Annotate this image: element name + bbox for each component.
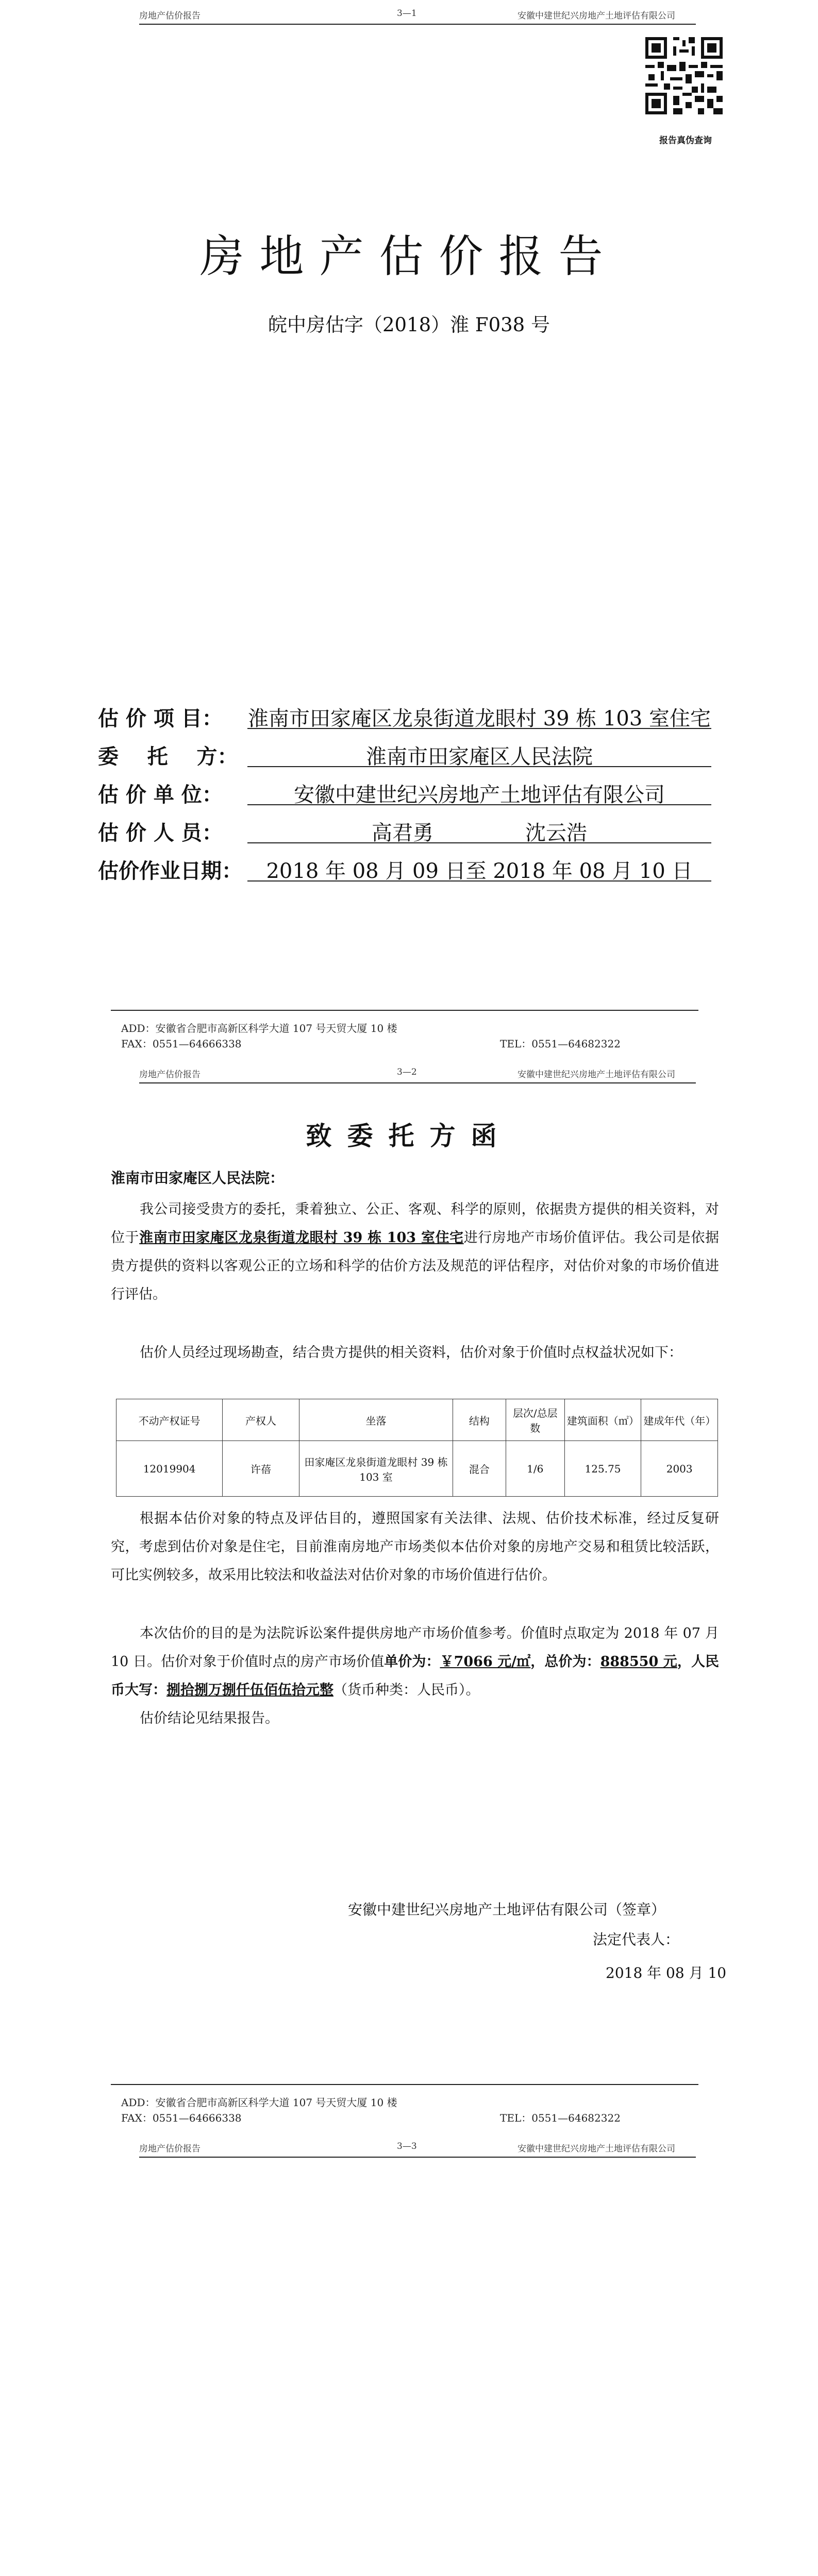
page-header (139, 3, 696, 25)
footer-address: ADD：安徽省合肥市高新区科学大道 107 号天贸大厦 10 楼 (121, 2096, 397, 2109)
footer-tel: TEL：0551—64682322 (500, 1038, 621, 1050)
page-header (139, 1062, 696, 1083)
table-header: 结构 (453, 1399, 506, 1441)
signature-representative: 法定代表人： (593, 1931, 680, 1948)
p1-property: 淮南市田家庵区龙泉街道龙眼村 39 栋 103 室住宅 (139, 1230, 464, 1246)
table-cell: 125.75 (564, 1441, 641, 1497)
field-value: 安徽中建世纪兴房地产土地评估有限公司 (247, 778, 711, 805)
header-right: 安徽中建世纪兴房地产土地评估有限公司 (517, 11, 675, 21)
field-work-date (98, 855, 716, 882)
header-left: 房地产估价报告 (139, 1070, 201, 1080)
signature-date: 2018 年 08 月 10 (606, 1964, 727, 1981)
table-header: 产权人 (223, 1399, 299, 1441)
header-right: 安徽中建世纪兴房地产土地评估有限公司 (517, 2144, 675, 2154)
qr-code-icon[interactable] (645, 37, 723, 114)
table-cell: 2003 (641, 1441, 718, 1497)
table-cell: 混合 (453, 1441, 506, 1497)
letter-paragraph-5: 估价结论见结果报告。 (140, 1710, 279, 1726)
table-header: 不动产权证号 (116, 1399, 223, 1441)
field-label: 估 价 项 目： (98, 706, 223, 731)
p1-text-a: 我公司接受贵方的委托，秉着独立、公正、客观、科学的原则，依据贵方提供的相关资料，对位于 (111, 1201, 719, 1246)
table-header: 坐落 (299, 1399, 453, 1441)
field-label: 估 价 单 位： (98, 783, 223, 807)
field-appraisers (98, 817, 716, 843)
page-header (139, 2136, 696, 2158)
page-footer (111, 1010, 698, 1052)
table-header-row (116, 1399, 718, 1441)
footer-fax: FAX：0551—64666338 (121, 2112, 242, 2124)
table-cell: 1/6 (506, 1441, 564, 1497)
footer-address: ADD：安徽省合肥市高新区科学大道 107 号天贸大厦 10 楼 (121, 1022, 397, 1035)
header-page-number: 3—3 (397, 2141, 417, 2151)
header-page-number: 3—1 (397, 8, 417, 19)
qr-caption: 报告真伪查询 (659, 135, 712, 146)
p4-tail: （货币种类：人民币）。 (333, 1682, 480, 1698)
letter-paragraph-4 (111, 1619, 719, 1704)
field-label: 委 托 方： (98, 744, 238, 769)
field-value: 淮南市田家庵区人民法院 (247, 740, 711, 767)
p4-unit-price: ￥7066 元/㎡ (440, 1654, 531, 1670)
field-value: 2018 年 08 月 09 日至 2018 年 08 月 10 日 (247, 855, 711, 882)
p4-total-price: 888550 元 (600, 1654, 677, 1670)
field-appraiser-company (98, 778, 716, 805)
p1-text-c: 进行房地产市场价值评估。我公司是依据贵方提供的资料以客观公正的立场和科学的估价方法及规范的评估程序，对估价对象的市场价值进行评估。 (111, 1230, 720, 1302)
p4-text: 本次估价的目的是为法院诉讼案件提供房地产市场价值参考。价值时点取定为 2018 年 07 月 10 日。估价对象于价值时点的房产市场价值 (111, 1625, 719, 1670)
table-row (116, 1441, 718, 1497)
field-value: 淮南市田家庵区龙泉街道龙眼村 39 栋 103 室住宅 (247, 702, 711, 729)
p4-unit-label: 单价为： (384, 1654, 440, 1670)
header-left: 房地产估价报告 (139, 2144, 201, 2154)
footer-fax: FAX：0551—64666338 (121, 1038, 242, 1050)
letter-addressee: 淮南市田家庵区人民法院： (111, 1170, 285, 1187)
header-page-number: 3—2 (397, 1067, 417, 1077)
letter-title: 致委托方函 (306, 1121, 512, 1151)
property-table (116, 1399, 718, 1497)
table-header: 层次/总层数 (506, 1399, 564, 1441)
table-cell: 田家庵区龙泉街道龙眼村 39 栋 103 室 (299, 1441, 453, 1497)
table-header: 建成年代（年） (641, 1399, 718, 1441)
page-3 (0, 2133, 818, 2576)
table-header: 建筑面积（㎡） (564, 1399, 641, 1441)
header-right: 安徽中建世纪兴房地产土地评估有限公司 (517, 1070, 675, 1080)
field-client (98, 740, 716, 767)
header-left: 房地产估价报告 (139, 11, 201, 21)
page-1 (0, 0, 818, 1066)
page-footer (111, 2084, 698, 2126)
field-value: 高君勇 沈云浩 (247, 817, 711, 843)
table-cell: 12019904 (116, 1441, 223, 1497)
p4-total-label: ，总价为： (530, 1654, 600, 1670)
field-project (98, 702, 716, 729)
field-label: 估 价 人 员： (98, 821, 223, 845)
letter-paragraph-1 (111, 1195, 719, 1309)
field-label: 估价作业日期： (98, 859, 242, 883)
footer-tel: TEL：0551—64682322 (500, 2112, 621, 2124)
signature-company: 安徽中建世纪兴房地产土地评估有限公司（签章） (348, 1901, 666, 1918)
letter-paragraph-3: 根据本估价对象的特点及评估目的，遵照国家有关法律、法规、估价技术标准，经过反复研究，考虑到估价对象是住宅，目前淮南房地产市场类似本估价对象的房地产交易和租赁比较活跃，可比实例较多，故采用比较法和收益法对估价对象的市场价值进行估价。 (111, 1511, 719, 1583)
report-title: 房地产估价报告 (199, 231, 619, 282)
document-number: 皖中房估字（2018）淮 F038 号 (268, 314, 550, 336)
p4-upper-amount: 捌拾捌万捌仟伍佰伍拾元整 (166, 1682, 333, 1698)
p4-upper-label: ，人民币大写： (111, 1654, 720, 1698)
letter-paragraph-2: 估价人员经过现场勘查，结合贵方提供的相关资料，估价对象于价值时点权益状况如下： (140, 1345, 682, 1361)
table-cell: 许蓓 (223, 1441, 299, 1497)
